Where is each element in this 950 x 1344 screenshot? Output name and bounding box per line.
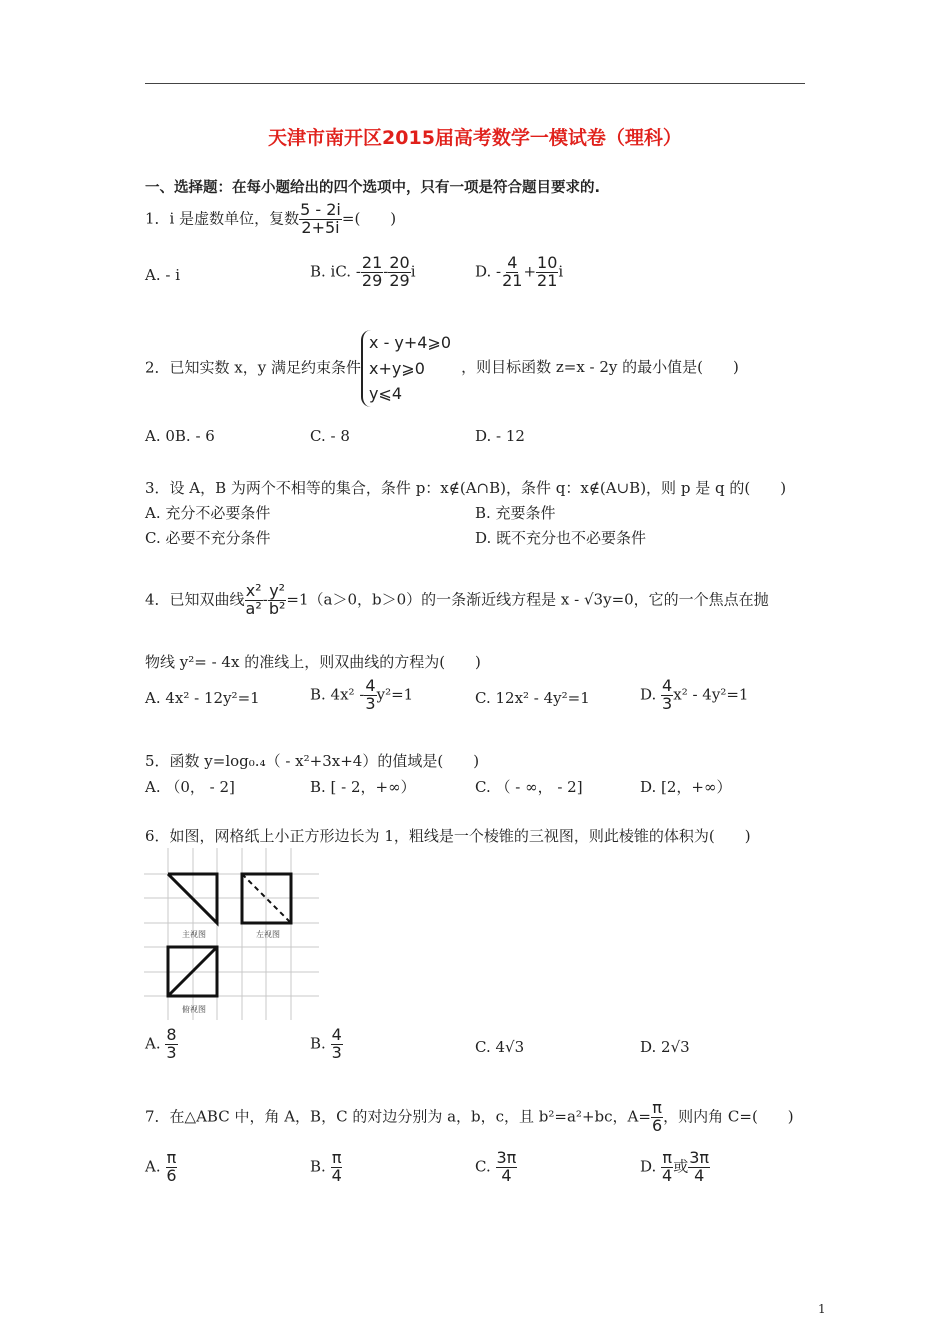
q1-option-d: D. - $\frac{4}{21}$ + $\frac{10}{21}$ i [475,253,564,290]
q3-option-d: D. 既不充分也不必要条件 [475,529,647,547]
q5-option-c: C. （ - ∞， - 2] [475,778,583,796]
q2-option-ab: A. 0B. - 6 [145,427,215,445]
page-title: 天津市南开区2015届高考数学一模试卷（理科） [268,127,682,149]
question-3: 3．设 A，B 为两个不相等的集合，条件 p：x∉(A∩B)，条件 q：x∉(A∪B)，则 p 是 q 的( ) [145,479,787,497]
q2-option-d: D. - 12 [475,427,525,445]
q1-fraction: $\frac{5 - 2i}{2+5i}$ [300,200,341,237]
q6-option-b: B. $\frac{4}{3}$ [310,1025,342,1062]
q4-option-b: B. 4x² - $\frac{4}{3}$ y²=1 [310,676,414,713]
q1-option-b: B. iC. - $\frac{21}{29}$ - $\frac{20}{29}$ i [310,253,416,290]
q6-option-a: A. $\frac{8}{3}$ [145,1025,177,1062]
q1-option-a: A. - i [145,266,181,284]
q5-option-a: A. （0， - 2] [145,778,235,796]
q6-option-d: D. 2√3 [640,1038,690,1056]
three-view-figure [144,848,319,1020]
question-7: 7．在△ABC 中，角 A，B，C 的对边分别为 a，b，c，且 b²=a²+bc，A= $\frac{\pi}{6}$ ，则内角 C=( ) [145,1098,794,1135]
q4-option-c: C. 12x² - 4y²=1 [475,689,590,707]
question-2: 2．已知实数 x，y 满足约束条件x - y+4⩾0 x+y⩾0 y⩽4，则目标函数 z=x - 2y 的最小值是( ) [145,330,739,407]
q7-option-a: A. $\frac{\pi}{6}$ [145,1148,177,1185]
header-rule [145,83,805,84]
q5-option-b: B. [ - 2，+∞） [310,778,416,796]
question-1: 1．i 是虚数单位，复数 $\frac{5 - 2i}{2+5i}$ =( ) [145,200,397,237]
q2-option-c: C. - 8 [310,427,350,445]
question-4: 4．已知双曲线 $\frac{\text{x²}}{\text{a²}}$ - $\frac{\text{y²}}{\text{b²}}$ =1（a＞0，b＞0）的一条渐近线方程是 x - √3y=0，它的一个焦点在抛 [145,581,769,618]
q3-option-c: C. 必要不充分条件 [145,529,271,547]
question-5: 5．函数 y=log₀.₄（ - x²+3x+4）的值域是( ) [145,752,480,770]
q7-option-b: B. $\frac{\pi}{4}$ [310,1148,342,1185]
question-6: 6．如图，网格纸上小正方形边长为 1，粗线是一个棱锥的三视图，则此棱锥的体积为( ) [145,827,751,845]
q4-option-a: A. 4x² - 12y²=1 [145,689,260,707]
front-view-label: 主视图 [182,930,206,939]
left-view-label: 左视图 [256,930,280,939]
question-4-cont: 物线 y²= - 4x 的准线上，则双曲线的方程为( ) [145,653,481,671]
page-number: 1 [818,1302,826,1316]
q7-option-d: D. $\frac{\pi}{4}$ 或 $\frac{3\pi}{4}$ [640,1148,710,1185]
q1-stem: 1．i 是虚数单位，复数 [145,209,300,228]
q6-option-c: C. 4√3 [475,1038,525,1056]
q3-option-a: A. 充分不必要条件 [145,504,271,522]
q4-option-d: D. $\frac{4}{3}$ x² - 4y²=1 [640,676,749,713]
q5-option-d: D. [2，+∞） [640,778,732,796]
q3-option-b: B. 充要条件 [475,504,556,522]
q2-constraints: x - y+4⩾0 x+y⩾0 y⩽4 [361,330,451,407]
top-view-label: 俯视图 [182,1005,206,1014]
q7-option-c: C. $\frac{3\pi}{4}$ [475,1148,517,1185]
section-heading: 一、选择题：在每小题给出的四个选项中，只有一项是符合题目要求的. [145,180,601,196]
